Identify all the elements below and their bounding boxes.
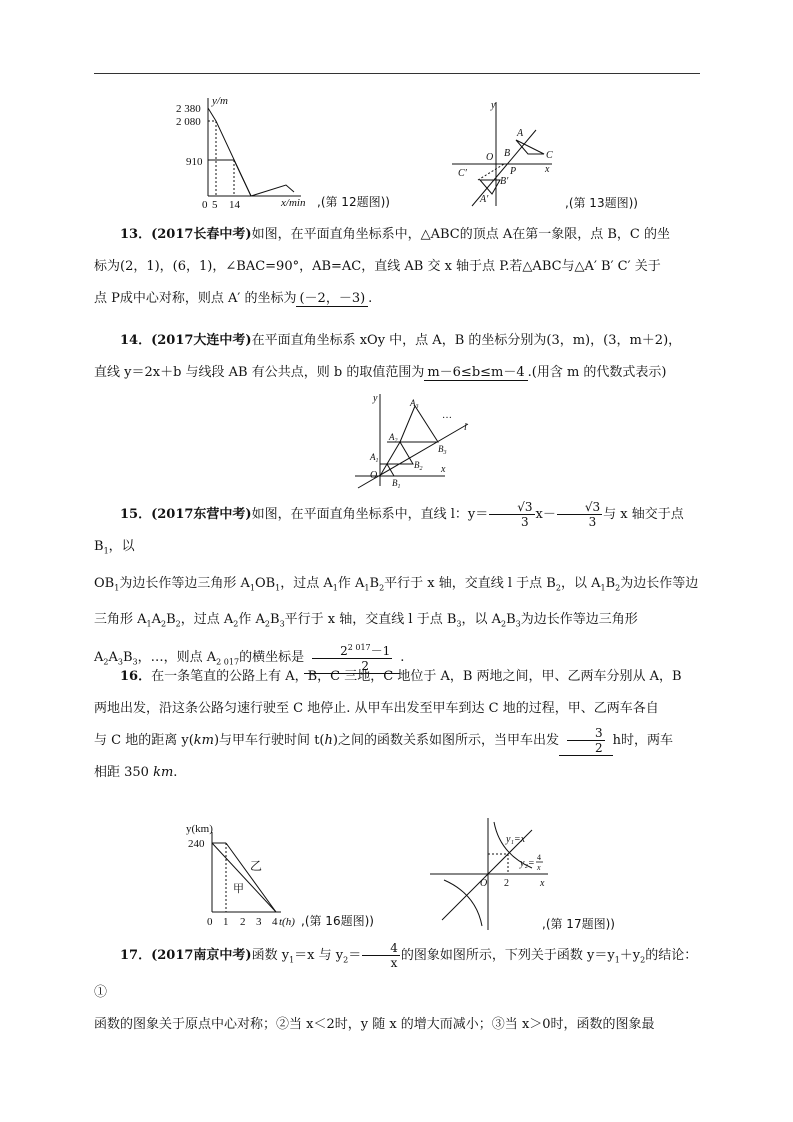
q13-line3: 点 P成中心对称，则点 A′ 的坐标为 [94, 291, 297, 306]
fig15-y-label: y [373, 393, 378, 404]
fig17-label-y2: y₂= [520, 858, 535, 869]
fig17-label-y1: y₁=x [506, 834, 526, 845]
figure-12 [176, 88, 426, 214]
fig16-y-label: y(km) [186, 823, 213, 835]
q17-source: (2017南京中考) [151, 948, 252, 963]
fig16-label-jia: 甲 [233, 883, 244, 895]
question-13 [94, 219, 704, 315]
fig17-label-y2-num: 4 [537, 853, 541, 862]
fig12-tick-0: 0 [202, 199, 208, 211]
q17-frac-den: x [390, 956, 398, 970]
fig15-origin-label: O [370, 470, 378, 481]
fig12-tick-5: 5 [212, 199, 218, 211]
fig16-caption: ,(第 16题图)) [301, 914, 374, 928]
fig15-label-a1: $A_1$ [370, 452, 379, 464]
q16-number: 16． [120, 669, 152, 684]
q15-fraction-1 [489, 500, 534, 529]
figure-13-graph [452, 96, 702, 216]
fig16-xtick: 2 [240, 916, 246, 928]
q15-answer-den: 2 [361, 658, 369, 673]
q15-line2: $OB_1$为边长作等边三角形 $A_1OB_1$，过点 $A_1$作 $A_1B_2$平行于 x 轴，交直线 l 于点 $B_2$，以 $A_1B_2$为边长作等边 [94, 575, 699, 593]
fig13-label-c: C [546, 150, 553, 161]
fig13-label-p: P [510, 166, 517, 177]
q16-line3: 与 C 地的距离 y(km)与甲车行驶时间 t(h)之间的函数关系如图所示，当甲车出发 [94, 733, 559, 748]
q15-fraction-2 [557, 500, 602, 529]
fig13-label-a: A [517, 128, 524, 139]
q15-line1-b: x－ [535, 507, 556, 522]
fig17-tick-2: 2 [504, 878, 509, 889]
q13-source: (2017长春中考) [151, 227, 252, 242]
q15-line1-c: 与 x 轴交于点 B [94, 507, 684, 554]
fig15-x-label: x [441, 464, 446, 475]
fig16-label-yi: 乙 [250, 859, 263, 873]
figure-17 [428, 814, 648, 936]
fig13-triangle-abc [516, 140, 544, 154]
fig12-tick-2380: 2 380 [176, 103, 201, 115]
fig15-label-a3: $A_3$ [410, 398, 419, 410]
q15-line1-d: ，以 [108, 539, 135, 554]
fig15-l-label: l [464, 422, 467, 433]
q16-answer [559, 726, 613, 756]
fig16-xtick: 3 [256, 916, 262, 928]
q16-line2: 两地出发，沿这条公路匀速行驶至 C 地停止. 从甲车出发至甲车到达 C 地的过程，甲、乙两车各自 [94, 701, 659, 716]
q16-answer-num: 3 [567, 726, 605, 741]
fig13-label-a-prime: A′ [480, 194, 489, 205]
fig16-tick-240: 240 [188, 838, 205, 850]
fig13-origin-label: O [486, 152, 494, 163]
fig17-caption: ,(第 17题图)) [542, 917, 615, 931]
figure-13 [452, 96, 702, 216]
q15-answer-num: $2^{2 017}-1$ [312, 641, 392, 659]
q15-line1-a: 如图，在平面直角坐标系中，直线 l：y＝ [251, 507, 489, 522]
q14-line2-end: .(用含 m 的代数式表示) [527, 365, 667, 380]
fig12-tick-14: 14 [229, 199, 240, 211]
q15-line4-end: . [400, 649, 405, 665]
figure-16-graph [186, 820, 426, 932]
q17-frac-num: 4 [362, 941, 400, 956]
fig13-label-b-prime: B′ [500, 176, 509, 187]
fig13-caption: ,(第 13题图)) [565, 196, 638, 210]
q13-number: 13． [120, 227, 152, 242]
fig13-label-c-prime: C′ [458, 168, 467, 179]
q16-line3-end: h时，两车 [612, 733, 673, 748]
figure-16 [186, 820, 426, 932]
q16-line1: 在一条笔直的公路上有 A，B，C 三地，C 地位于 A，B 两地之间，甲、乙两车分别从 A，B [151, 669, 682, 684]
fig16-xtick: 0 [207, 916, 213, 928]
q13-line3-end: . [368, 291, 373, 306]
question-14 [94, 325, 704, 389]
fig15-label-b2: $B_2$ [414, 460, 423, 472]
fig12-x-axis-label: x/min [281, 197, 306, 209]
q16-line4: 相距 350 km. [94, 765, 178, 780]
q17-number: 17． [120, 948, 152, 963]
q13-line2: 标为(2，1)，(6，1)，∠BAC=90°，AB=AC，直线 AB 交 x 轴于点 P.若△ABC与△A′ B′ C′ 关于 [94, 259, 661, 274]
q14-number: 14． [120, 333, 152, 348]
fig12-tick-2080: 2 080 [176, 116, 201, 128]
q16-answer-den: 2 [594, 740, 603, 755]
q17-line1: 函数 $y_1=x$ 与 $y_2=$ $\frac{4}{x}$ 的图象如图所示，下列关于函数 $y=y_1+y_2$的结论：① [94, 941, 698, 1000]
q14-line2: 直线 y＝2x＋b 与线段 AB 有公共点，则 b 的取值范围为 [94, 365, 425, 380]
fig16-line-jia [226, 843, 276, 912]
fig15-triangle-2 [387, 442, 413, 464]
figure-12-graph [176, 88, 426, 214]
q15-sub: 1 [103, 546, 109, 556]
q15-frac1-den: 3 [521, 515, 529, 529]
q13-line1: 如图，在平面直角坐标系中，△ABC的顶点 A在第一象限，点 B，C 的坐 [251, 227, 670, 242]
fig15-label-b3: $B_3$ [438, 444, 447, 456]
fig15-label-b1: $B_1$ [392, 478, 401, 490]
fig16-xtick: 4 [272, 916, 278, 928]
q17-fraction [362, 941, 400, 970]
fig12-caption: ,(第 12题图)) [317, 195, 390, 209]
fig13-x-label: x [545, 164, 550, 175]
fig12-line-b [208, 160, 294, 196]
q14-line1: 在平面直角坐标系 xOy 中，点 A，B 的坐标分别为(3，m)，(3，m＋2)， [251, 333, 682, 348]
q15-line3: 三角形 $A_1A_2B_2$，过点 $A_2$作 $A_2B_3$平行于 x 轴，交直线 l 于点 $B_3$，以 $A_2B_3$为边长作等边三角形 [94, 612, 638, 629]
fig15-ellipsis: … [442, 410, 452, 421]
q17-line2: 函数的图象关于原点中心对称；②当 x＜2时，y 随 x 的增大而减小；③当 x＞0时，函数的图象最 [94, 1016, 655, 1032]
fig15-label-a2: $A_2$ [389, 432, 398, 444]
fig16-x-label: t(h) [279, 916, 295, 928]
q13-answer: (－2，－3) [296, 291, 368, 307]
q15-frac2-num: √3 [557, 500, 602, 515]
q15-number: 15． [120, 507, 152, 522]
fig13-triangle-abc-image [480, 180, 500, 194]
q15-line4: $A_2A_3B_3$，…，则点 $A_{2 017}$的横坐标是 [94, 649, 305, 667]
q15-source: (2017东营中考) [151, 507, 252, 522]
figure-15-graph [350, 388, 490, 488]
q15-frac2-den: 3 [588, 515, 597, 529]
fig13-label-b: B [504, 148, 511, 159]
q15-frac1-num: √3 [489, 500, 534, 515]
figure-17-graph [428, 814, 648, 936]
q14-answer: m－6≤b≤m－4 [424, 365, 527, 381]
fig16-xtick: 1 [223, 916, 229, 928]
fig16-line-yi [212, 843, 276, 912]
figure-15 [350, 388, 490, 488]
top-rule [94, 73, 700, 74]
fig17-label-y2-den: x [537, 863, 541, 872]
fig12-tick-910: 910 [186, 156, 203, 168]
q14-source: (2017大连中考) [151, 333, 252, 348]
question-17 [94, 940, 704, 1041]
fig13-y-label: y [491, 100, 496, 111]
fig17-x-label: x [540, 878, 545, 889]
fig17-curve-q3 [444, 880, 482, 926]
fig17-origin-label: O [480, 878, 488, 889]
question-15 [94, 499, 704, 678]
fig15-triangle-3 [400, 406, 438, 442]
fig12-y-axis-label: y/m [212, 95, 228, 107]
